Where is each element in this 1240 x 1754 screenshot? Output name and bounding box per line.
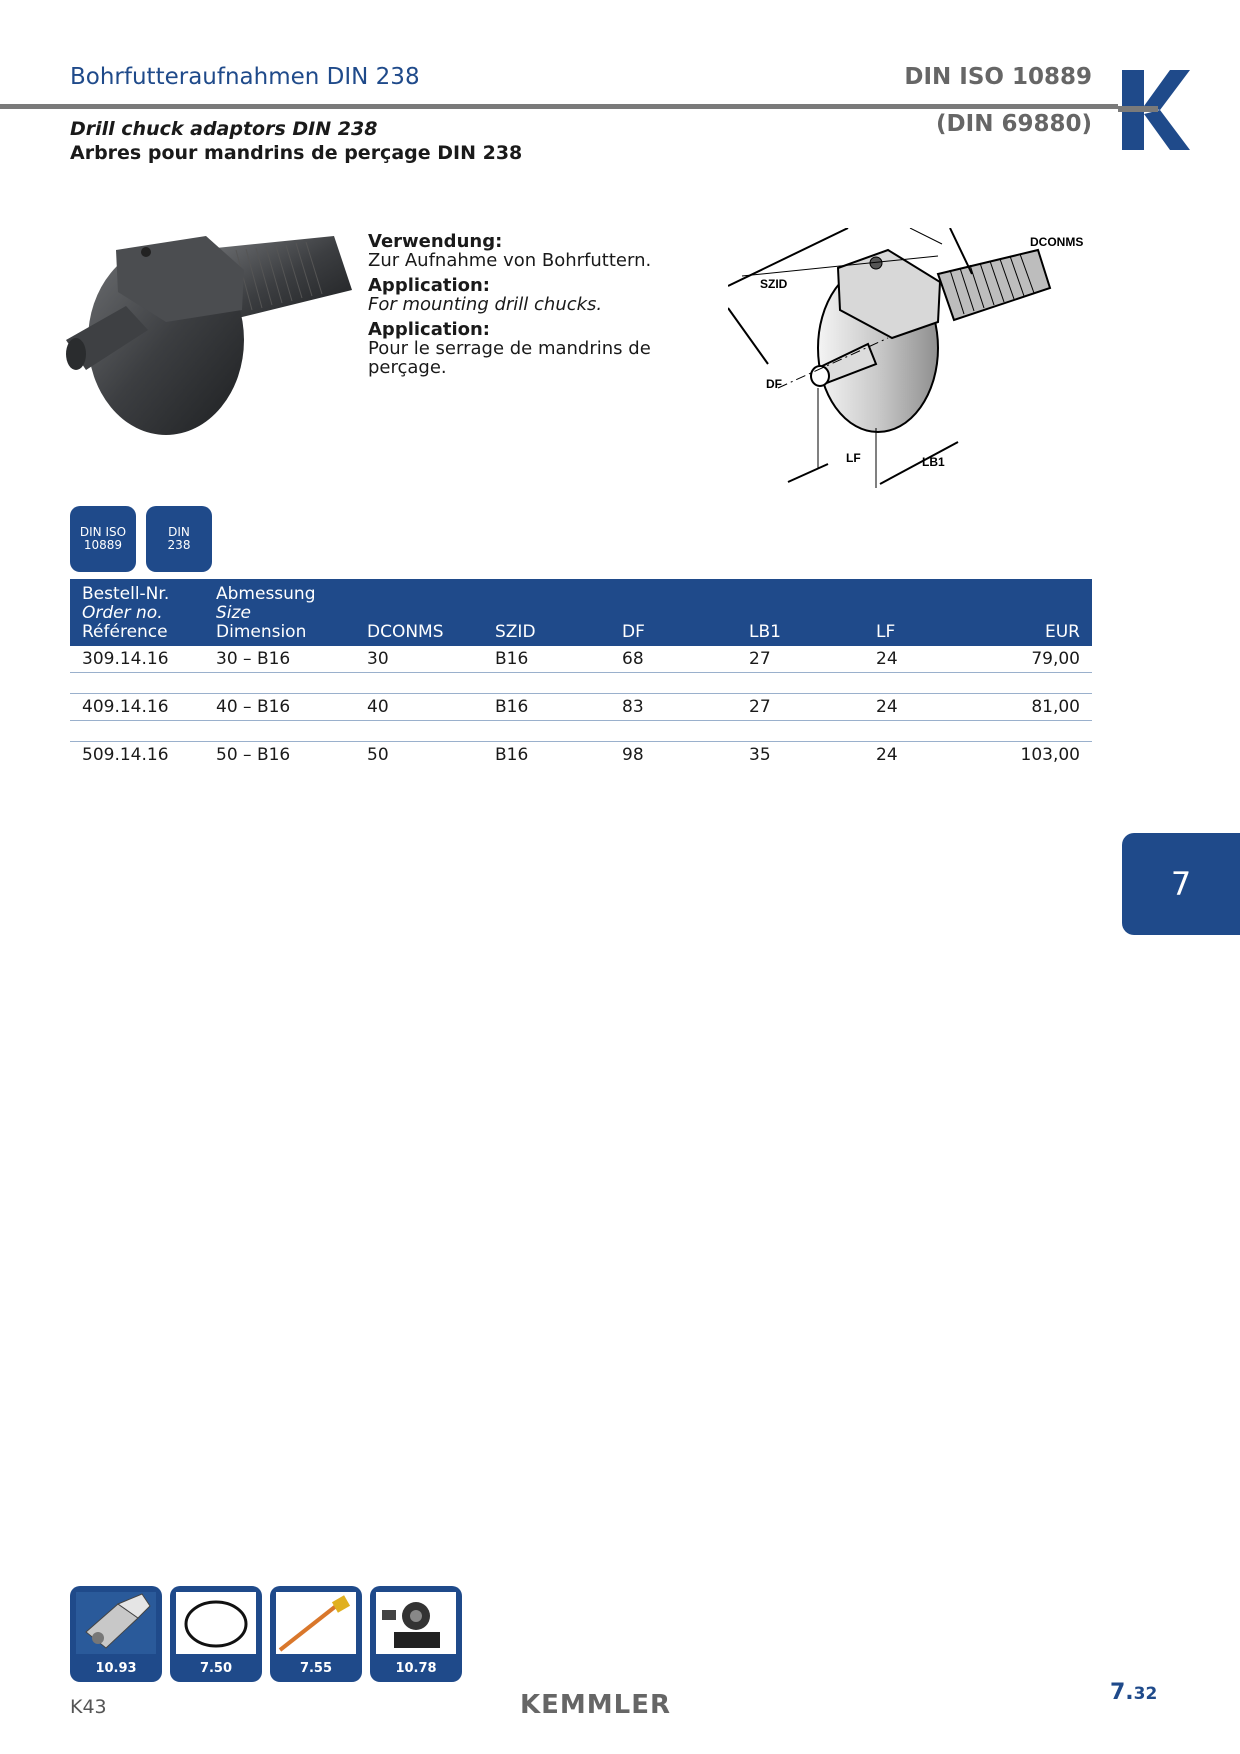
usage-english [368,276,602,314]
assembly-fixture-icon [376,1592,456,1654]
cell-df: 68 [610,646,737,673]
col-szid: SZID [483,579,610,646]
subtitle-french: Arbres pour mandrins de perçage DIN 238 [70,142,523,164]
usage-french [368,320,668,377]
usage-french-text: Pour le serrage de mandrins de perçage. [368,338,651,378]
cell-size: 30 – B16 [204,646,355,673]
col-df: DF [610,579,737,646]
badge-din-line2: 238 [167,538,191,552]
accessory-o-ring[interactable] [170,1586,262,1682]
col-size: Abmessung Size Dimension [204,579,355,646]
accessory-label: 7.55 [299,1661,333,1676]
accessory-label: 10.78 [395,1661,437,1676]
cell-eur: 81,00 [991,694,1092,721]
kemmler-k-logo-icon [1118,70,1190,150]
cell-szid: B16 [495,745,529,765]
usage-french-heading: Application: [368,319,491,340]
cell-dconms: 30 [355,646,483,673]
cell-eur: 103,00 [1020,745,1080,765]
product-table [70,579,1092,768]
accessory-assembly-fixture[interactable] [370,1586,462,1682]
col-order: Bestell-Nr. Order no. Référence [70,579,204,646]
cell-lf: 24 [864,694,991,721]
subtitle-english: Drill chuck adaptors DIN 238 [70,118,378,140]
header-divider [0,104,1118,109]
col-eur: EUR [991,579,1092,646]
cell-szid: B16 [483,694,610,721]
page-number-main: 7. [1110,1680,1134,1705]
cell-size: 40 – B16 [204,694,355,721]
accessory-label: 10.93 [95,1661,137,1676]
accessory-drill-chuck[interactable] [70,1586,162,1682]
usage-english-heading: Application: [368,275,491,296]
label-szid: SZID [760,277,788,291]
standard-label: DIN ISO 10889 [904,64,1092,90]
cell-lf: 24 [876,745,898,765]
badge-din [146,506,212,572]
col-lb1: LB1 [737,579,864,646]
drill-chuck-icon [76,1592,156,1654]
col-dconms: DCONMS [355,579,483,646]
cell-dconms: 40 [355,694,483,721]
catalog-code: K43 [70,1696,107,1718]
accessory-coolant-pipe[interactable] [270,1586,362,1682]
cell-lb1: 35 [749,745,771,765]
badge-din-iso-line1: DIN ISO [79,525,127,539]
technical-drawing [728,228,1098,496]
label-dconms: DCONMS [1030,235,1084,249]
page-title: Bohrfutteraufnahmen DIN 238 [70,64,420,90]
cell-df: 83 [610,694,737,721]
table-row [70,694,1092,721]
label-lb1: LB1 [922,455,945,469]
badge-din-iso-line2: 10889 [83,538,123,552]
accessory-label: 7.50 [199,1661,233,1676]
label-df: DF [766,377,782,391]
cell-szid: B16 [483,646,610,673]
cell-dconms: 50 [367,745,389,765]
coolant-pipe-icon [276,1592,356,1654]
cell-lf: 24 [864,646,991,673]
usage-german-text: Zur Aufnahme von Bohrfuttern. [368,250,652,271]
page-number [1110,1680,1157,1705]
cell-order: 509.14.16 [82,745,169,765]
product-photo [66,230,356,460]
usage-german-heading: Verwendung: [368,231,503,252]
badge-din-line1: DIN [168,525,190,539]
cell-order: 309.14.16 [70,646,204,673]
badge-din-iso [70,506,136,572]
brand-name: KEMMLER [520,1690,672,1720]
cell-size: 50 – B16 [216,745,291,765]
standard-alt-label: (DIN 69880) [936,111,1092,137]
table-spacer [70,673,1092,694]
table-row [70,646,1092,673]
o-ring-icon [176,1592,256,1654]
table-spacer [70,721,1092,742]
cell-lb1: 27 [737,694,864,721]
cell-eur: 79,00 [991,646,1092,673]
cell-lb1: 27 [737,646,864,673]
page-number-sub: 32 [1133,1684,1158,1704]
chapter-tab[interactable]: 7 [1122,833,1240,935]
table-row [70,742,1092,769]
usage-english-text: For mounting drill chucks. [368,294,603,315]
table-header [70,579,1092,646]
col-lf: LF [864,579,991,646]
cell-df: 98 [622,745,644,765]
label-lf: LF [846,451,861,465]
usage-german [368,232,651,270]
cell-order: 409.14.16 [70,694,204,721]
